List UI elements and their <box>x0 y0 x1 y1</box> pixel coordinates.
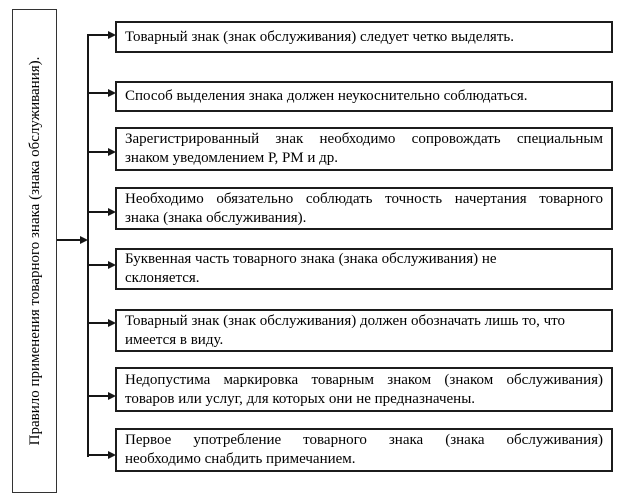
rule-node-1 <box>115 21 613 53</box>
rule-node-6 <box>115 309 613 352</box>
rule-text: склоняется. <box>125 270 200 286</box>
rule-text: Способ выделения знака должен неукоснительно соблюдаться. <box>125 88 528 104</box>
rule-text: товаров или услуг, для которых они не предназначены. <box>125 390 476 407</box>
rule-text: необходимо снабдить примечанием. <box>125 451 356 467</box>
root-node <box>12 9 57 493</box>
rule-node-2 <box>115 81 613 112</box>
rule-node-8 <box>115 428 613 472</box>
root-node-label: Правило применения товарного знака (знака обслуживания). <box>26 56 42 446</box>
rule-text: Зарегистрированный знак необходимо сопровождать специальным <box>125 131 603 147</box>
rule-text: Товарный знак (знак обслуживания) должен обозначать лишь то, что <box>125 312 565 329</box>
arrow-right-icon <box>87 34 108 36</box>
arrow-right-icon <box>87 322 108 324</box>
arrow-right-icon <box>87 454 108 456</box>
root-connector-arrow-icon <box>57 239 80 241</box>
rule-text: знаком уведомлением Р, РМ и др. <box>125 150 339 166</box>
rule-text: Буквенная часть товарного знака (знака обслуживания) не <box>125 251 497 267</box>
rule-node-3 <box>115 127 613 171</box>
arrow-right-icon <box>87 92 108 94</box>
rule-node-5 <box>115 248 613 290</box>
arrow-right-icon <box>87 395 108 397</box>
rule-node-7 <box>115 367 613 412</box>
arrow-right-icon <box>87 211 108 213</box>
rule-text: знака (знака обслуживания). <box>125 209 307 226</box>
rule-text: Товарный знак (знак обслуживания) следует четко выделять. <box>125 28 514 45</box>
rule-text: имеется в виду. <box>125 331 224 348</box>
arrow-right-icon <box>87 264 108 266</box>
rule-text: Необходимо обязательно соблюдать точность начертания товарного <box>125 190 603 207</box>
arrow-right-icon <box>87 151 108 153</box>
connector-trunk-line <box>87 34 89 457</box>
rule-node-4 <box>115 187 613 230</box>
rule-text: Недопустима маркировка товарным знаком (знаком обслуживания) <box>125 371 603 388</box>
rule-text: Первое употребление товарного знака (знака обслуживания) <box>125 432 603 448</box>
